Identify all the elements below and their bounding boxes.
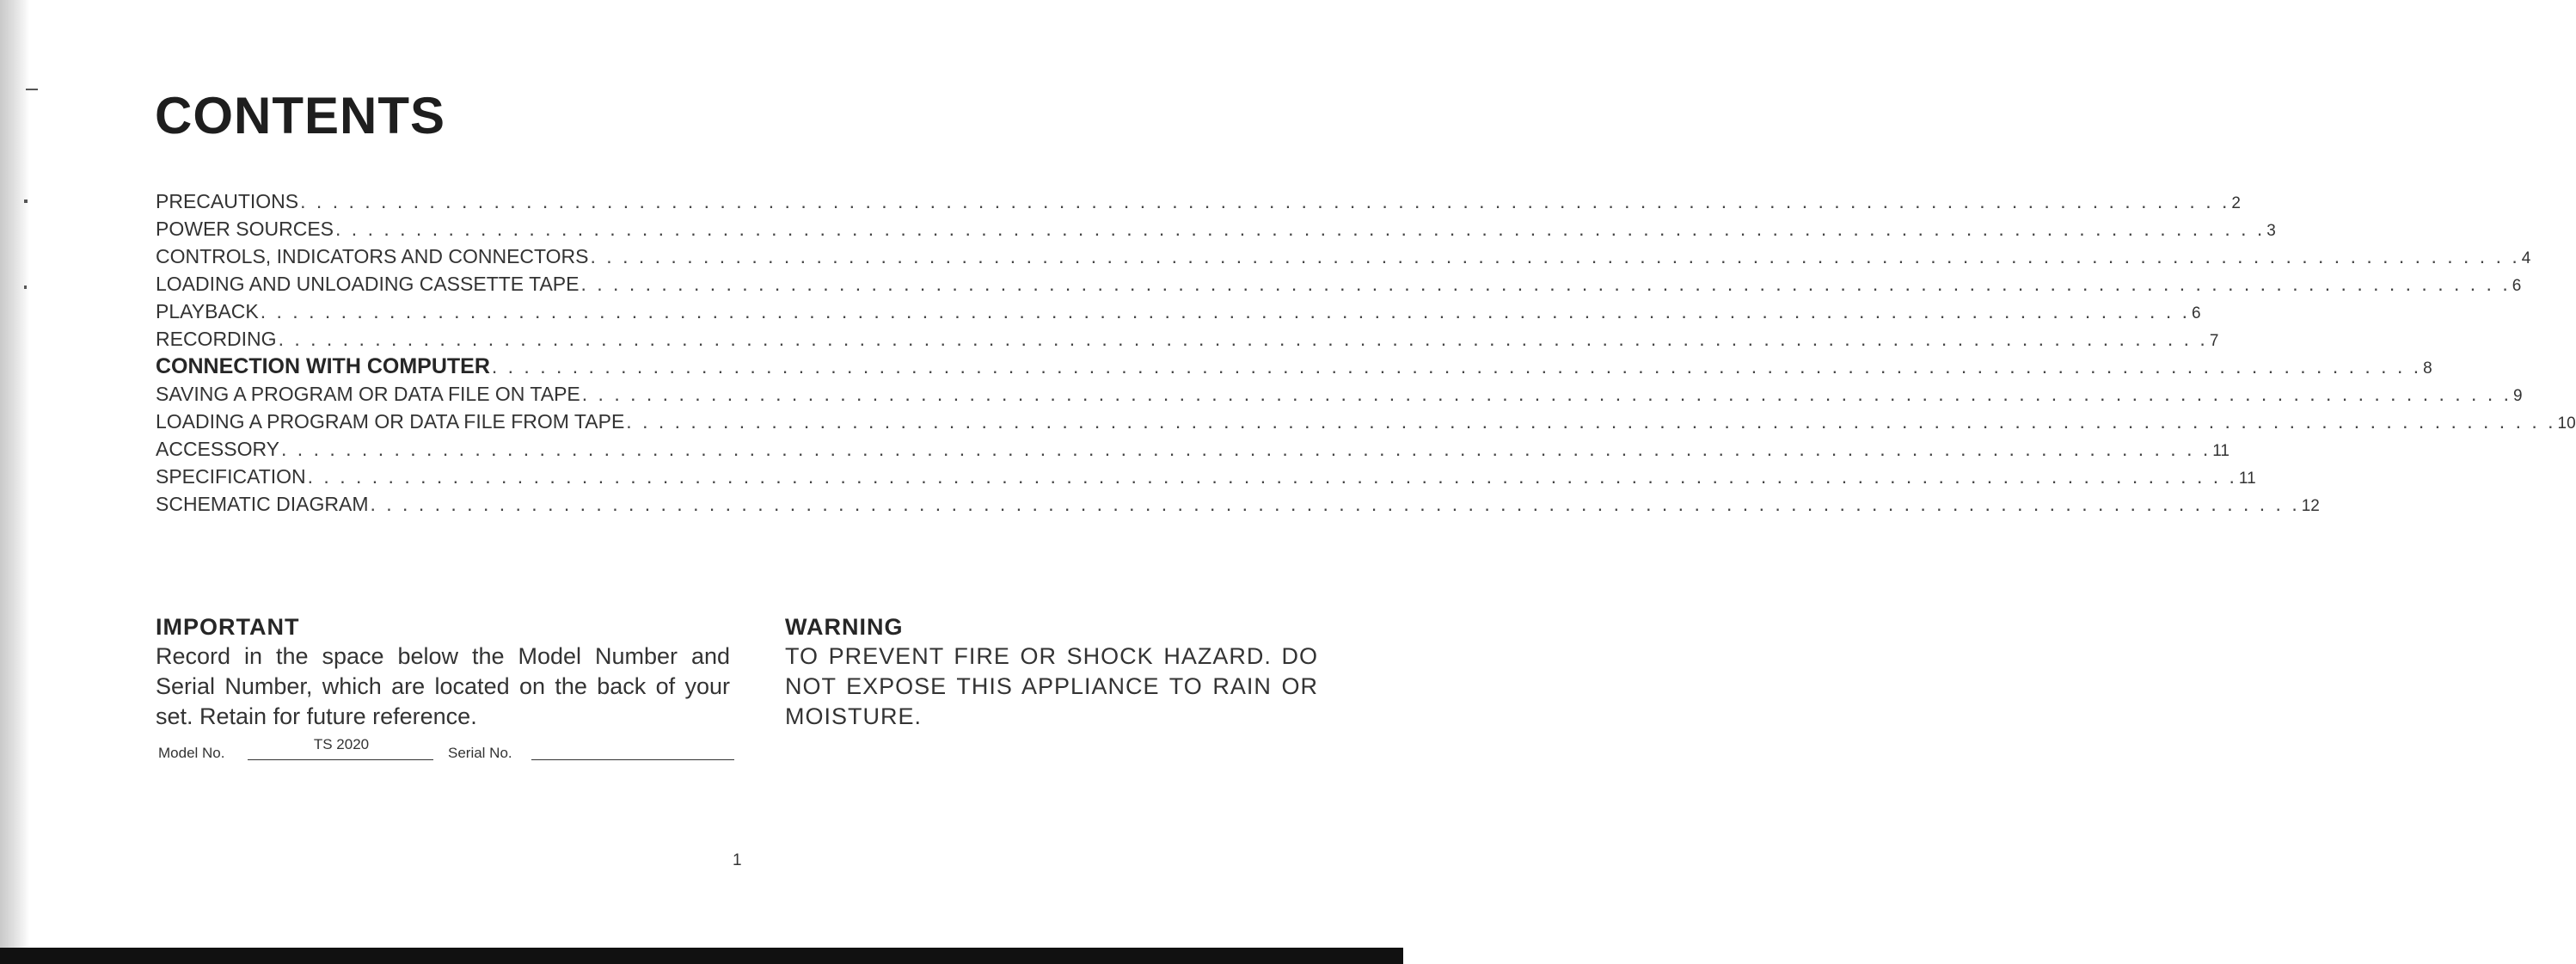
toc-entry-page: 10	[2557, 414, 2576, 433]
binding-mark	[26, 89, 38, 90]
important-body: Record in the space below the Model Number and Serial Number, which are located on the back of your set. Retain for future reference.	[156, 643, 730, 729]
toc-dot-leader: . . . . . . . . . . . . . . . . . . . . . . . . . . . . . . . . . . . . . . . . . . . . . . . . . . . . . . . . . . . . . . . . . . . . . . . . . . . . . . . . . . . . . . . . . . . . . . . . . . . . . . . . . . . . . . . . . . . . . . . .	[300, 190, 2230, 212]
table-of-contents	[156, 187, 2576, 518]
toc-dot-leader: . . . . . . . . . . . . . . . . . . . . . . . . . . . . . . . . . . . . . . . . . . . . . . . . . . . . . . . . . . . . . . . . . . . . . . . . . . . . . . . . . . . . . . . . . . . . . . . . . . . . . . . . . . . . . . . . . . . . . . . .	[281, 438, 2211, 460]
toc-dot-leader: . . . . . . . . . . . . . . . . . . . . . . . . . . . . . . . . . . . . . . . . . . . . . . . . . . . . . . . . . . . . . . . . . . . . . . . . . . . . . . . . . . . . . . . . . . . . . . . . . . . . . . . . . . . . . . . . . . . . . . . .	[335, 218, 2266, 240]
binding-mark	[24, 286, 27, 289]
model-serial-record	[158, 736, 734, 762]
toc-entry-page: 4	[2521, 249, 2531, 267]
model-number-label: Model No.	[158, 745, 225, 761]
toc-entry-label: SAVING A PROGRAM OR DATA FILE ON TAPE	[156, 383, 580, 405]
toc-entry	[156, 187, 2241, 215]
toc-entry-page: 6	[2192, 304, 2201, 322]
important-section	[156, 612, 730, 732]
toc-entry-page: 3	[2266, 222, 2276, 240]
model-number-line	[248, 759, 433, 760]
toc-entry-label: LOADING AND UNLOADING CASSETTE TAPE	[156, 273, 580, 295]
toc-entry-page: 8	[2423, 359, 2432, 378]
toc-dot-leader: . . . . . . . . . . . . . . . . . . . . . . . . . . . . . . . . . . . . . . . . . . . . . . . . . . . . . . . . . . . . . . . . . . . . . . . . . . . . . . . . . . . . . . . . . . . . . . . . . . . . . . . . . . . . . . . . . . . . . . . .	[307, 465, 2237, 488]
warning-section	[785, 612, 1318, 732]
toc-entry	[156, 298, 2201, 325]
toc-dot-leader: . . . . . . . . . . . . . . . . . . . . . . . . . . . . . . . . . . . . . . . . . . . . . . . . . . . . . . . . . . . . . . . . . . . . . . . . . . . . . . . . . . . . . . . . . . . . . . . . . . . . . . . . . . . . . . . . . . . . . . . .	[581, 383, 2512, 405]
page-number: 1	[733, 851, 742, 869]
toc-entry-label: PRECAUTIONS	[156, 190, 299, 212]
toc-entry-label: SCHEMATIC DIAGRAM	[156, 493, 369, 515]
toc-entry-label: LOADING A PROGRAM OR DATA FILE FROM TAPE	[156, 410, 625, 433]
toc-entry-label: CONNECTION WITH COMPUTER	[156, 354, 490, 378]
toc-entry	[156, 243, 2531, 270]
page-title: CONTENTS	[155, 87, 445, 144]
toc-entry	[156, 215, 2276, 243]
model-number-value: TS 2020	[313, 736, 370, 752]
toc-entry	[156, 408, 2576, 435]
serial-number-label: Serial No.	[448, 745, 512, 761]
toc-entry-label: CONTROLS, INDICATORS AND CONNECTORS	[156, 245, 589, 267]
toc-dot-leader: . . . . . . . . . . . . . . . . . . . . . . . . . . . . . . . . . . . . . . . . . . . . . . . . . . . . . . . . . . . . . . . . . . . . . . . . . . . . . . . . . . . . . . . . . . . . . . . . . . . . . . . . . . . . . . . . . . . . . . . .	[370, 493, 2300, 515]
toc-entry-label: SPECIFICATION	[156, 465, 306, 488]
toc-entry-label: RECORDING	[156, 328, 277, 350]
page-binding-edge	[0, 0, 29, 964]
warning-body: TO PREVENT FIRE OR SHOCK HAZARD. DO NOT EXPOSE THIS APPLIANCE TO RAIN OR MOISTURE.	[785, 643, 1318, 729]
toc-entry-page: 11	[2238, 470, 2256, 488]
serial-number-line	[531, 759, 734, 760]
toc-dot-leader: . . . . . . . . . . . . . . . . . . . . . . . . . . . . . . . . . . . . . . . . . . . . . . . . . . . . . . . . . . . . . . . . . . . . . . . . . . . . . . . . . . . . . . . . . . . . . . . . . . . . . . . . . . . . . . . . . . . . . . . .	[278, 328, 2208, 350]
toc-entry-label: ACCESSORY	[156, 438, 280, 460]
toc-entry-page: 6	[2512, 277, 2522, 295]
toc-entry	[156, 490, 2320, 518]
toc-entry-page: 9	[2513, 387, 2523, 405]
toc-entry-label: POWER SOURCES	[156, 218, 334, 240]
toc-entry-page: 2	[2231, 194, 2241, 212]
toc-entry-page: 7	[2209, 332, 2219, 350]
toc-dot-leader: . . . . . . . . . . . . . . . . . . . . . . . . . . . . . . . . . . . . . . . . . . . . . . . . . . . . . . . . . . . . . . . . . . . . . . . . . . . . . . . . . . . . . . . . . . . . . . . . . . . . . . . . . . . . . . . . . . . . . . . .	[580, 273, 2511, 295]
toc-entry	[156, 325, 2219, 353]
toc-entry	[156, 380, 2523, 408]
toc-dot-leader: . . . . . . . . . . . . . . . . . . . . . . . . . . . . . . . . . . . . . . . . . . . . . . . . . . . . . . . . . . . . . . . . . . . . . . . . . . . . . . . . . . . . . . . . . . . . . . . . . . . . . . . . . . . . . . . . . . . . . . . .	[626, 410, 2556, 433]
toc-dot-leader: . . . . . . . . . . . . . . . . . . . . . . . . . . . . . . . . . . . . . . . . . . . . . . . . . . . . . . . . . . . . . . . . . . . . . . . . . . . . . . . . . . . . . . . . . . . . . . . . . . . . . . . . . . . . . . . . . . . . . . . .	[590, 245, 2520, 267]
toc-entry-page: 11	[2212, 442, 2229, 460]
toc-dot-leader: . . . . . . . . . . . . . . . . . . . . . . . . . . . . . . . . . . . . . . . . . . . . . . . . . . . . . . . . . . . . . . . . . . . . . . . . . . . . . . . . . . . . . . . . . . . . . . . . . . . . . . . . . . . . . . . . . . . . . . . .	[260, 300, 2190, 322]
toc-entry	[156, 270, 2522, 298]
important-heading: IMPORTANT	[156, 614, 300, 640]
binding-mark	[24, 200, 28, 203]
toc-entry	[156, 435, 2229, 463]
toc-entry-label: PLAYBACK	[156, 300, 259, 322]
toc-entry	[156, 353, 2432, 380]
warning-heading: WARNING	[785, 614, 904, 640]
toc-dot-leader: . . . . . . . . . . . . . . . . . . . . . . . . . . . . . . . . . . . . . . . . . . . . . . . . . . . . . . . . . . . . . . . . . . . . . . . . . . . . . . . . . . . . . . . . . . . . . . . . . . . . . . . . . . . . . . . . . . . . . . . .	[491, 355, 2422, 378]
toc-entry-page: 12	[2301, 497, 2320, 515]
page-bottom-edge	[0, 948, 1403, 964]
toc-entry	[156, 463, 2256, 490]
